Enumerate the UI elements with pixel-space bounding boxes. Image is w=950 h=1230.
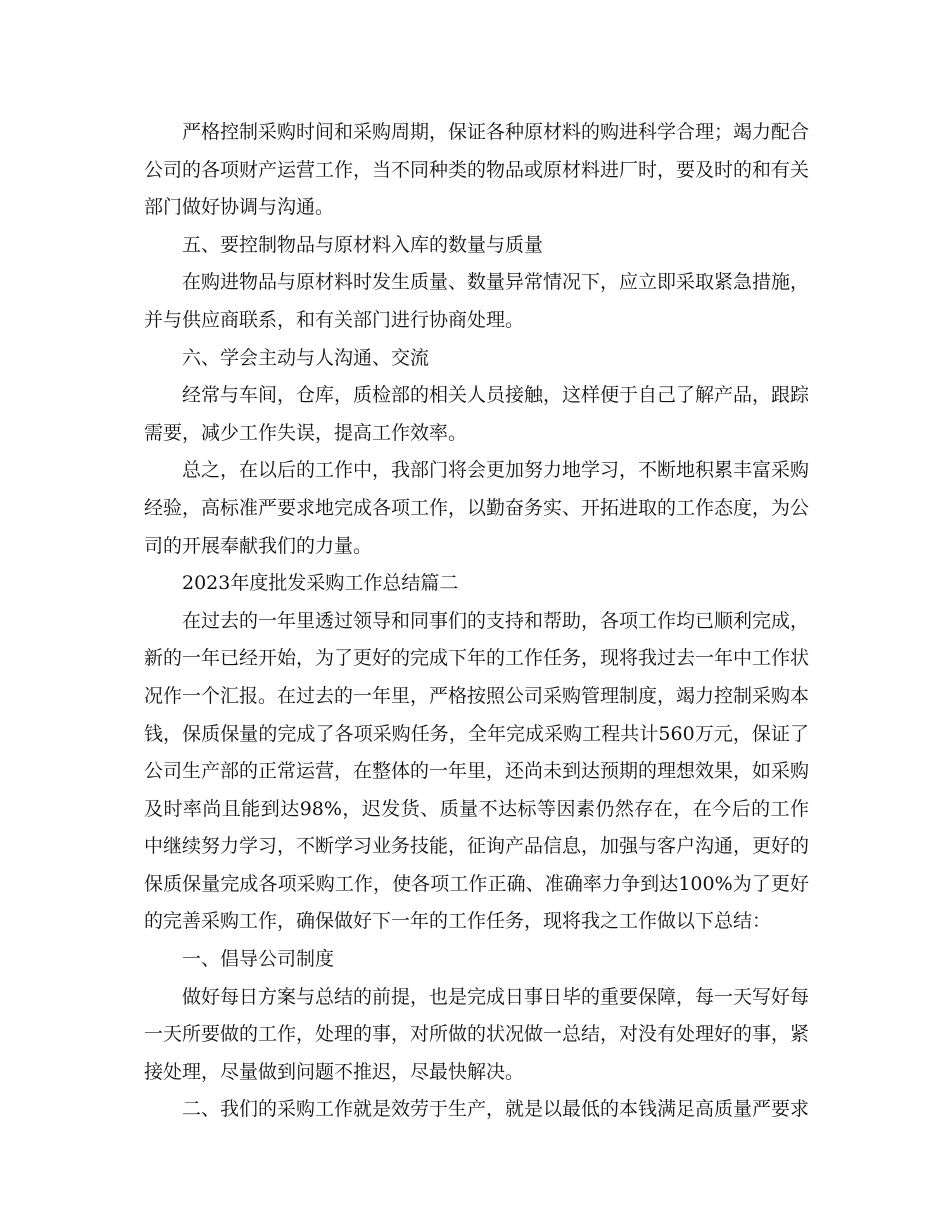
document-body [144, 114, 809, 1129]
paragraph: 二、我们的采购工作就是效劳于生产，就是以最低的本钱满足高质量严要求 [182, 1098, 810, 1121]
paragraph: 经常与车间，仓库，质检部的相关人员接触，这样便于自己了解产品，跟踪需要，减少工作失误，提高工作效率。 [144, 384, 810, 444]
article-title: 2023年度批发采购工作总结篇二 [182, 572, 459, 595]
paragraph: 做好每日方案与总结的前提，也是完成日事日毕的重要保障，每一天写好每一天所要做的工作，处理的事，对所做的状况做一总结，对没有处理好的事，紧接处理，尽量做到问题不推迟，尽最快解决。 [144, 985, 810, 1083]
section-heading: 六、学会主动与人沟通、交流 [182, 346, 430, 369]
paragraph: 总之，在以后的工作中，我部门将会更加努力地学习，不断地积累丰富采购经验，高标准严要求地完成各项工作，以勤奋务实、开拓进取的工作态度，为公司的开展奉献我们的力量。 [144, 459, 810, 557]
section-heading: 五、要控制物品与原材料入库的数量与质量 [182, 233, 544, 256]
paragraph: 在购进物品与原材料时发生质量、数量异常情况下，应立即采取紧急措施，并与供应商联系，和有关部门进行协商处理。 [144, 271, 810, 331]
section-heading: 一、倡导公司制度 [182, 948, 335, 971]
paragraph: 在过去的一年里透过领导和同事们的支持和帮助，各项工作均已顺利完成，新的一年已经开始，为了更好的完成下年的工作任务，现将我过去一年中工作状况作一个汇报。在过去的一年里，严格按照公司采购管理制度，竭力控制采购本钱，保质保量的完成了各项采购任务，全年完成采购工程共计560万元，保证了公司生产部的正常运营，在整体的一年里，还尚未到达预期的理想效果，如采购及时率尚且能到达98%，迟发货、质量不达标等因素仍然存在，在今后的工作中继续努力学习，不断学习业务技能，征询产品信息，加强与客户沟通，更好的保质保量完成各项采购工作，使各项工作正确、准确率力争到达100%为了更好的完善采购工作，确保做好下一年的工作任务，现将我之工作做以下总结： [144, 609, 810, 933]
paragraph: 严格控制采购时间和采购周期，保证各种原材料的购进科学合理；竭力配合公司的各项财产运营工作，当不同种类的物品或原材料进厂时，要及时的和有关部门做好协调与沟通。 [144, 121, 810, 219]
